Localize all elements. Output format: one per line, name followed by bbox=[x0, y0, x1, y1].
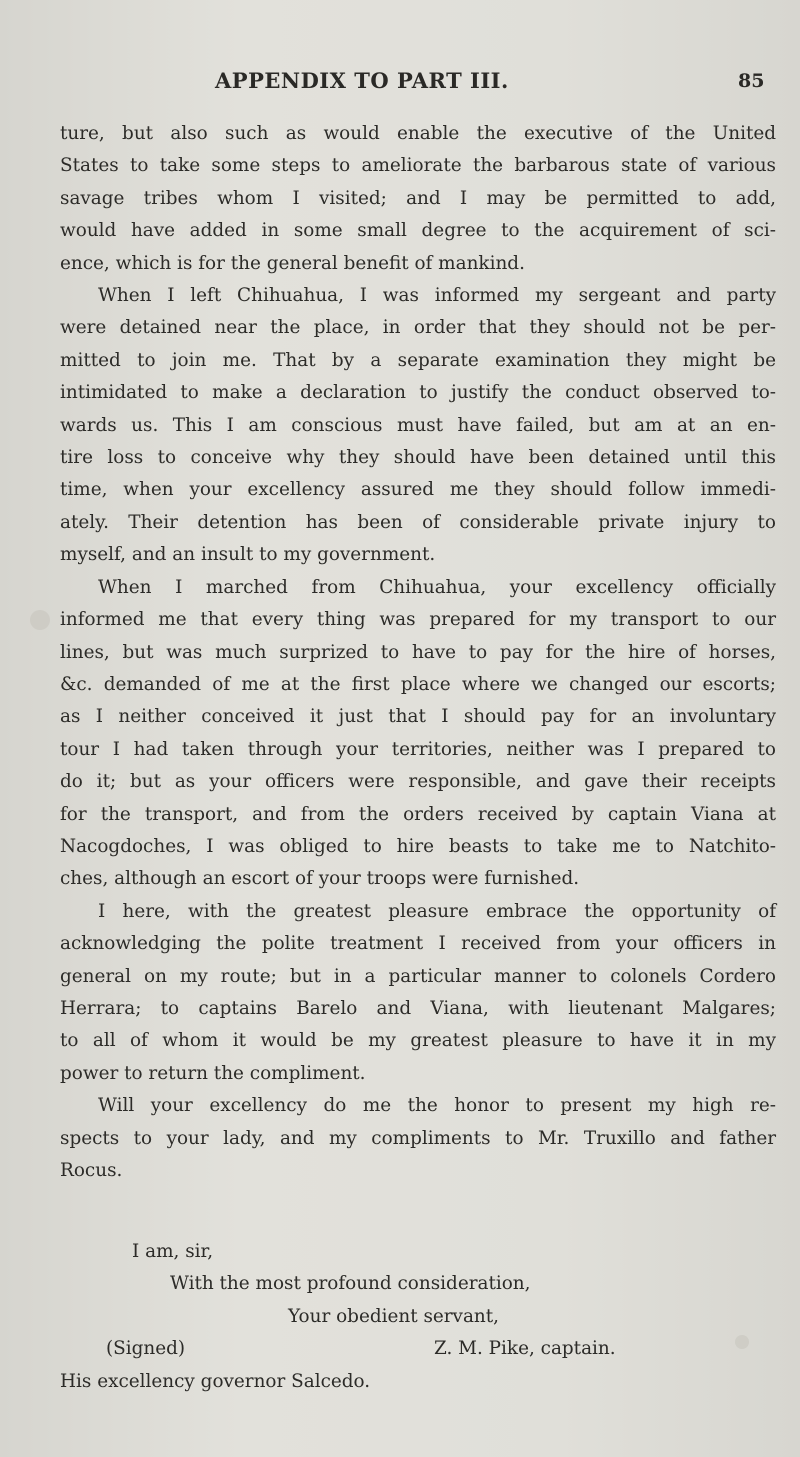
text-line: When I marched from Chihuahua, your excellency officially bbox=[98, 576, 776, 598]
addressee: His excellency governor Salcedo. bbox=[60, 1370, 371, 1392]
salutation: I am, sir, bbox=[132, 1241, 214, 1262]
text-line: power to return the compliment. bbox=[60, 1062, 366, 1084]
page-number: 85 bbox=[738, 70, 765, 92]
text-line: tour I had taken through your territories, neither was I prepared to bbox=[60, 738, 776, 760]
text-line: would have added in some small degree to the acquirement of sci- bbox=[60, 220, 776, 242]
text-line: as I neither conceived it just that I should pay for an involuntary bbox=[60, 706, 776, 728]
text-line: I here, with the greatest pleasure embrace the opportunity of bbox=[98, 900, 776, 922]
text-line: time, when your excellency assured me they should follow immedi- bbox=[60, 479, 776, 501]
text-line: ches, although an escort of your troops were furnished. bbox=[60, 868, 580, 890]
text-line: lines, but was much surprized to have to pay for the hire of horses, bbox=[60, 641, 776, 663]
text-line: savage tribes whom I visited; and I may be permitted to add, bbox=[60, 187, 776, 209]
body-text bbox=[60, 118, 776, 1187]
text-line: ately. Their detention has been of considerable private injury to bbox=[60, 511, 776, 533]
text-line: informed me that every thing was prepared for my transport to our bbox=[60, 609, 776, 631]
text-line: wards us. This I am conscious must have failed, but am at an en- bbox=[60, 414, 776, 436]
letter-closing bbox=[60, 1236, 776, 1398]
text-line: Nacogdoches, I was obliged to hire beasts to take me to Natchito- bbox=[60, 835, 776, 857]
text-line: States to take some steps to ameliorate the barbarous state of various bbox=[60, 155, 776, 177]
page-header bbox=[0, 68, 800, 96]
text-line: &c. demanded of me at the first place where we changed our escorts; bbox=[60, 673, 776, 695]
text-line: spects to your lady, and my compliments to Mr. Truxillo and father bbox=[60, 1127, 776, 1149]
text-line: myself, and an insult to my government. bbox=[60, 544, 436, 566]
text-line: ence, which is for the general benefit of mankind. bbox=[60, 252, 525, 274]
text-line: Rocus. bbox=[60, 1160, 123, 1181]
text-line: for the transport, and from the orders received by captain Viana at bbox=[60, 803, 776, 825]
text-line: do it; but as your officers were responsible, and gave their receipts bbox=[60, 771, 776, 793]
text-line: acknowledging the polite treatment I received from your officers in bbox=[60, 933, 776, 955]
paper-stain bbox=[30, 610, 50, 630]
text-line: Herrara; to captains Barelo and Viana, with lieutenant Malgares; bbox=[60, 997, 776, 1019]
text-line: intimidated to make a declaration to justify the conduct observed to- bbox=[60, 382, 776, 404]
text-line: were detained near the place, in order that they should not be per- bbox=[60, 317, 776, 339]
signature-line bbox=[60, 1333, 776, 1365]
text-line: Will your excellency do me the honor to present my high re- bbox=[98, 1095, 776, 1117]
text-line: mitted to join me. That by a separate examination they might be bbox=[60, 349, 776, 371]
text-line: to all of whom it would be my greatest pleasure to have it in my bbox=[60, 1030, 776, 1052]
text-line: general on my route; but in a particular manner to colonels Cordero bbox=[60, 965, 776, 987]
servant-line: Your obedient servant, bbox=[288, 1305, 499, 1327]
text-line: When I left Chihuahua, I was informed my sergeant and party bbox=[98, 285, 776, 307]
text-line: tire loss to conceive why they should have been detained until this bbox=[60, 447, 776, 469]
signed-label: (Signed) bbox=[106, 1338, 186, 1360]
signature: Z. M. Pike, captain. bbox=[434, 1338, 616, 1360]
running-head: APPENDIX TO PART III. bbox=[215, 68, 509, 93]
consideration-line: With the most profound consideration, bbox=[170, 1273, 531, 1295]
text-line: ture, but also such as would enable the executive of the United bbox=[60, 123, 776, 144]
